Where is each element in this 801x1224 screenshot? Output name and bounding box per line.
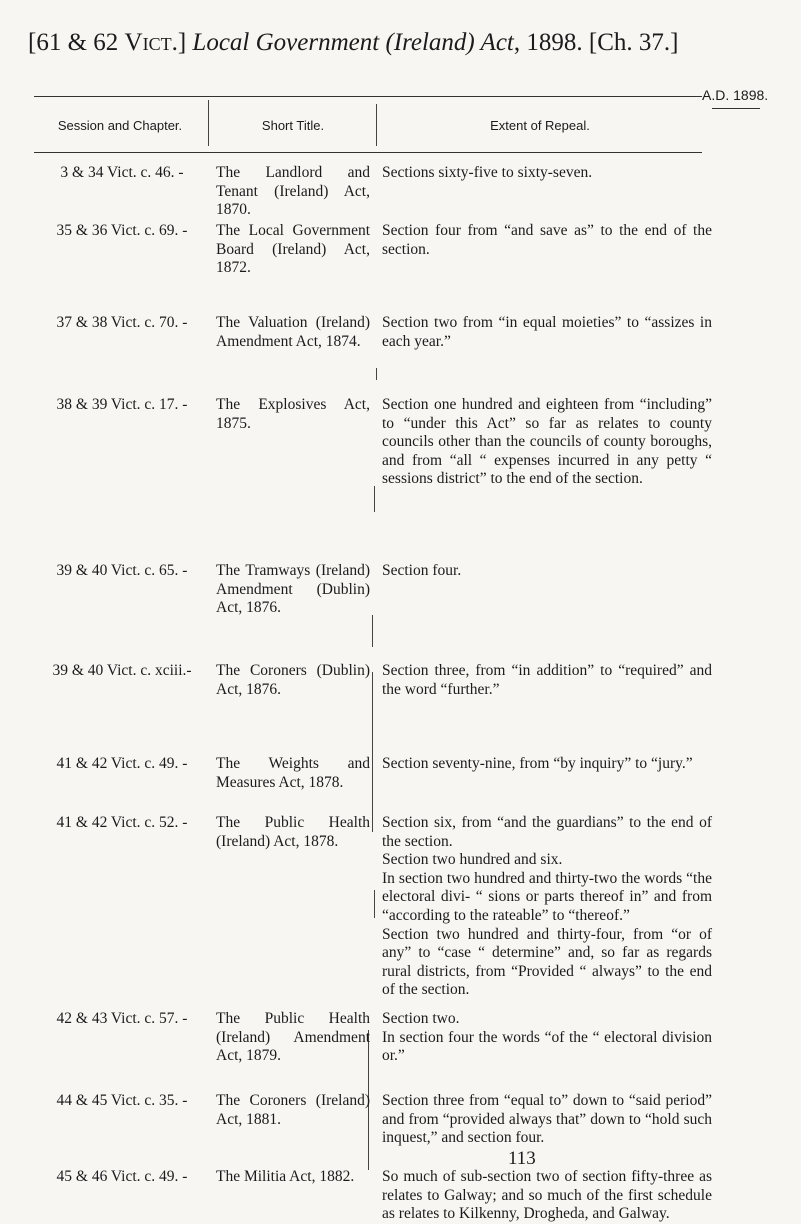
column-header-title: Short Title. [261, 118, 325, 133]
session-chapter: 41 & 42 Vict. c. 49. - [56, 755, 188, 772]
short-title: The Local Government Board (Ireland) Act, 1872. [216, 222, 370, 277]
short-title: The Landlord and Tenant (Ireland) Act, 1870. [216, 164, 370, 219]
short-title: The Militia Act, 1882. [216, 1168, 355, 1185]
extent-paragraph: Section two. [382, 1010, 460, 1027]
margin-rule [712, 108, 760, 109]
header-chapter: [Ch. 37.] [582, 29, 679, 56]
extent-paragraph: In section four the words “of the “ electoral division or.” [382, 1028, 712, 1065]
column-divider [374, 890, 375, 918]
extent-paragraph: Section three from “equal to” down to “said period” and from “provided always that” down to “hold such inquest,” and section four. [382, 1092, 712, 1147]
session-chapter: 37 & 38 Vict. c. 70. - [56, 314, 188, 331]
column-divider [372, 615, 373, 647]
extent-of-repeal [382, 222, 712, 259]
column-divider [208, 100, 209, 146]
extent-paragraph: Section one hundred and eighteen from “including” to “under this Act” so far as relates to county councils other than the councils of county boroughs, and from “all “ expenses incurred in any petty “ sessions district” to the end of the section. [382, 396, 712, 488]
extent-of-repeal [382, 164, 712, 183]
table-header-rule [34, 152, 702, 153]
extent-of-repeal [382, 562, 712, 581]
header-bracket: ] [177, 29, 193, 56]
session-chapter: 35 & 36 Vict. c. 69. - [56, 222, 188, 239]
running-header [28, 28, 768, 58]
session-chapter: 3 & 34 Vict. c. 46. - [60, 164, 184, 181]
session-chapter: 38 & 39 Vict. c. 17. - [56, 396, 188, 413]
extent-of-repeal [382, 314, 712, 351]
session-chapter: 44 & 45 Vict. c. 35. - [56, 1092, 188, 1109]
extent-paragraph: Section six, from “and the guardians” to the end of the section. [382, 814, 712, 850]
page-number: 113 [508, 1148, 536, 1169]
session-chapter: 42 & 43 Vict. c. 57. - [56, 1010, 188, 1027]
extent-of-repeal [382, 396, 712, 489]
header-vict: Vict. [124, 29, 178, 56]
extent-of-repeal [382, 662, 712, 699]
extent-paragraph: Section two hundred and six. [382, 851, 563, 869]
extent-paragraph: Section four. [382, 562, 462, 579]
short-title: The Valuation (Ireland) Amendment Act, 1874. [216, 314, 370, 350]
column-header-extent: Extent of Repeal. [490, 118, 590, 133]
extent-of-repeal [382, 1092, 712, 1148]
short-title: The Public Health (Ireland) Amendment Act, 1879. [216, 1010, 370, 1065]
column-divider [376, 368, 377, 380]
short-title: The Coroners (Dublin) Act, 1876. [216, 662, 370, 698]
session-chapter: 41 & 42 Vict. c. 52. - [56, 814, 188, 831]
extent-paragraph: Section two from “in equal moieties” to “assizes in each year.” [382, 314, 712, 350]
session-chapter: 39 & 40 Vict. c. xciii.- [52, 662, 192, 679]
extent-paragraph: Section three, from “in addition” to “required” and the word “further.” [382, 662, 712, 698]
extent-paragraph: Section seventy-nine, from “by inquiry” to “jury.” [382, 755, 693, 772]
short-title: The Public Health (Ireland) Act, 1878. [216, 814, 370, 850]
extent-paragraph: In section two hundred and thirty-two the words “the electoral divi- “ sions or parts thereof in” and from “according to the rateable” to “thereof.” [382, 869, 712, 924]
table-top-rule [34, 96, 702, 97]
extent-of-repeal [382, 814, 712, 1000]
extent-of-repeal [382, 755, 712, 774]
extent-paragraph: Section four from “and save as” to the end of the section. [382, 222, 712, 258]
short-title: The Weights and Measures Act, 1878. [216, 755, 370, 791]
extent-of-repeal [382, 1168, 712, 1224]
extent-paragraph: Section two hundred and thirty-four, from “or of any” to “case “ determine” and, so far as regards rural districts, from “Provided “ always” to the end of the section. [382, 925, 712, 999]
header-act-title: Local Government (Ireland) Act [192, 29, 514, 56]
extent-of-repeal [382, 1010, 712, 1066]
margin-note: A.D. 1898. [702, 87, 769, 103]
header-year: , 1898. [513, 29, 583, 56]
short-title: The Tramways (Ireland) Amendment (Dublin) Act, 1876. [216, 562, 370, 617]
column-divider [372, 672, 373, 832]
extent-paragraph: Sections sixty-five to sixty-seven. [382, 164, 593, 181]
column-header-session: Session and Chapter. [57, 118, 183, 133]
column-divider [374, 486, 375, 512]
short-title: The Explosives Act, 1875. [216, 396, 370, 432]
short-title: The Coroners (Ireland) Act, 1881. [216, 1092, 370, 1128]
session-chapter: 45 & 46 Vict. c. 49. - [56, 1168, 188, 1185]
extent-paragraph: So much of sub-section two of section fifty-three as relates to Galway; and so much of the first schedule as relates to Kilkenny, Drogheda, and Galway. [382, 1168, 712, 1223]
header-session: [61 & 62 [28, 29, 125, 56]
session-chapter: 39 & 40 Vict. c. 65. - [56, 562, 188, 579]
column-divider [376, 104, 377, 146]
